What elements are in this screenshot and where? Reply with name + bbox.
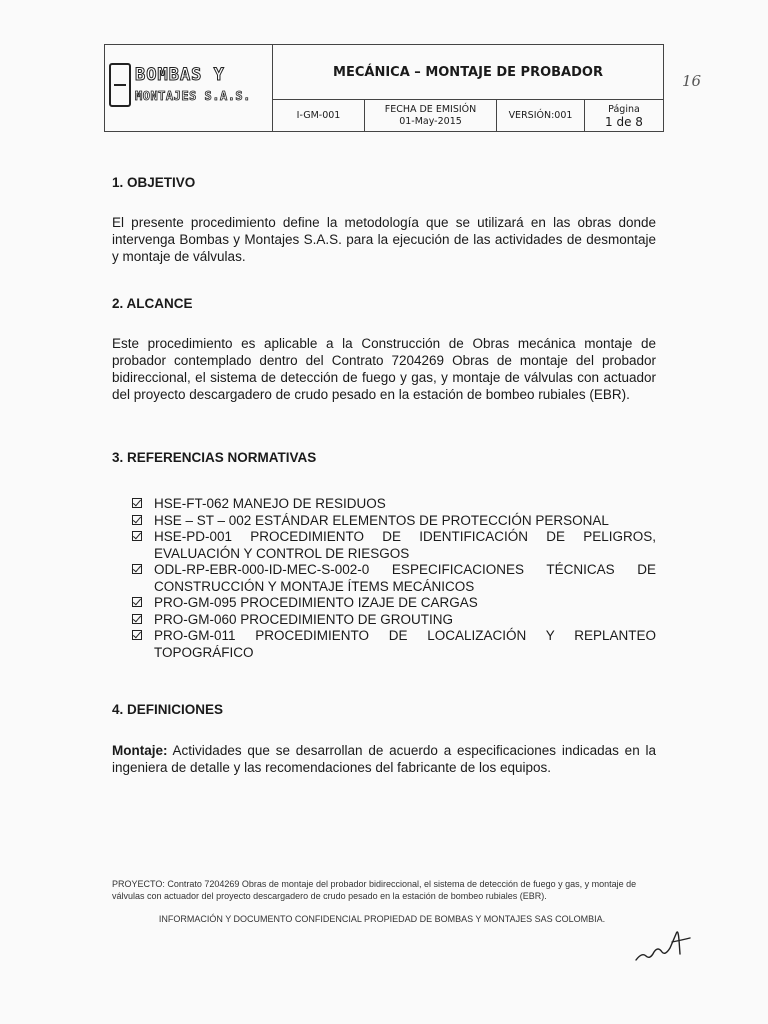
document-header-table — [104, 44, 664, 132]
list-item — [132, 612, 656, 629]
header-meta-row — [273, 100, 663, 131]
list-item — [132, 628, 656, 661]
version-value: VERSIÓN:001 — [508, 109, 573, 121]
issue-date-label: FECHA DE EMISIÓN — [384, 103, 477, 115]
definition-term: Montaje: — [112, 743, 168, 758]
issue-date-value: 01-May-2015 — [399, 115, 462, 127]
document-code — [273, 100, 365, 131]
list-item — [132, 496, 656, 513]
document-code-value: I-GM-001 — [296, 109, 341, 121]
checked-box-icon — [132, 531, 142, 541]
handwritten-page-note: 16 — [682, 72, 702, 90]
references-list — [132, 496, 656, 661]
logo-line-1: BOMBAS Y — [135, 65, 225, 85]
logo-line-2: MONTAJES S.A.S. — [135, 89, 251, 103]
handwritten-signature — [632, 922, 702, 972]
footer-confidential-note: INFORMACIÓN Y DOCUMENTO CONFIDENCIAL PROPIEDAD DE BOMBAS Y MONTAJES SAS COLOMBIA. — [158, 914, 606, 924]
reference-text: ODL-RP-EBR-000-ID-MEC-S-002-0 ESPECIFICACIONES TÉCNICAS DE CONSTRUCCIÓN Y MONTAJE ÍTEMS MECÁNICOS — [154, 562, 656, 594]
page-label: Página — [608, 103, 640, 115]
definition-montaje — [112, 742, 656, 776]
reference-text: HSE-FT-062 MANEJO DE RESIDUOS — [154, 496, 386, 511]
version-cell — [497, 100, 585, 131]
section-heading-objetivo: 1. OBJETIVO — [112, 175, 196, 190]
reference-text: PRO-GM-011 PROCEDIMIENTO DE LOCALIZACIÓN Y REPLANTEO TOPOGRÁFICO — [154, 628, 656, 660]
logo-bm-mark-icon — [109, 63, 131, 107]
section-heading-alcance: 2. ALCANCE — [112, 296, 193, 311]
reference-text: PRO-GM-095 PROCEDIMIENTO IZAJE DE CARGAS — [154, 595, 478, 610]
section-text-objetivo: El presente procedimiento define la metodología que se utilizará en las obras donde intervenga Bombas y Montajes S.A.S. para la ejecución de las actividades de desmontaje y montaje de válvulas. — [112, 215, 656, 264]
page-number: 1 de 8 — [605, 114, 643, 129]
section-heading-definiciones: 4. DEFINICIONES — [112, 702, 224, 717]
checked-box-icon — [132, 498, 142, 508]
checked-box-icon — [132, 564, 142, 574]
document-title: MECÁNICA – MONTAJE DE PROBADOR — [273, 45, 663, 100]
section-text-alcance: Este procedimiento es aplicable a la Construcción de Obras mecánica montaje de probador contemplado dentro del Contrato 7204269 Obras de montaje del probador bidireccional, el sistema de detección de fuego y gas, y montaje de válvulas con actuador del proyecto descargadero de crudo pesado en la estación de bombeo rubiales (EBR). — [112, 336, 656, 402]
list-item — [132, 513, 656, 530]
company-logo — [105, 45, 273, 131]
checked-box-icon — [132, 597, 142, 607]
reference-text: HSE – ST – 002 ESTÁNDAR ELEMENTOS DE PROTECCIÓN PERSONAL — [154, 512, 609, 528]
footer-project-note: PROYECTO: Contrato 7204269 Obras de montaje del probador bidireccional, el sistema de detección de fuego y gas, y montaje de válvulas con actuador del proyecto descargadero de crudo pesado en la estación de bombeo rubiales (EBR). — [112, 879, 637, 901]
definition-text: Actividades que se desarrollan de acuerdo a especificaciones indicadas en la ingeniera de detalle y las recomendaciones del fabricante de los equipos. — [112, 743, 656, 775]
section-heading-referencias: 3. REFERENCIAS NORMATIVAS — [112, 450, 317, 465]
reference-text: HSE-PD-001 PROCEDIMIENTO DE IDENTIFICACIÓN DE PELIGROS, EVALUACIÓN Y CONTROL DE RIESGOS — [154, 529, 656, 561]
list-item — [132, 529, 656, 562]
checked-box-icon — [132, 614, 142, 624]
page-cell — [585, 100, 663, 131]
list-item — [132, 562, 656, 595]
reference-text: PRO-GM-060 PROCEDIMIENTO DE GROUTING — [154, 611, 454, 627]
list-item — [132, 595, 656, 612]
checked-box-icon — [132, 630, 142, 640]
checked-box-icon — [132, 515, 142, 525]
issue-date-cell — [365, 100, 497, 131]
